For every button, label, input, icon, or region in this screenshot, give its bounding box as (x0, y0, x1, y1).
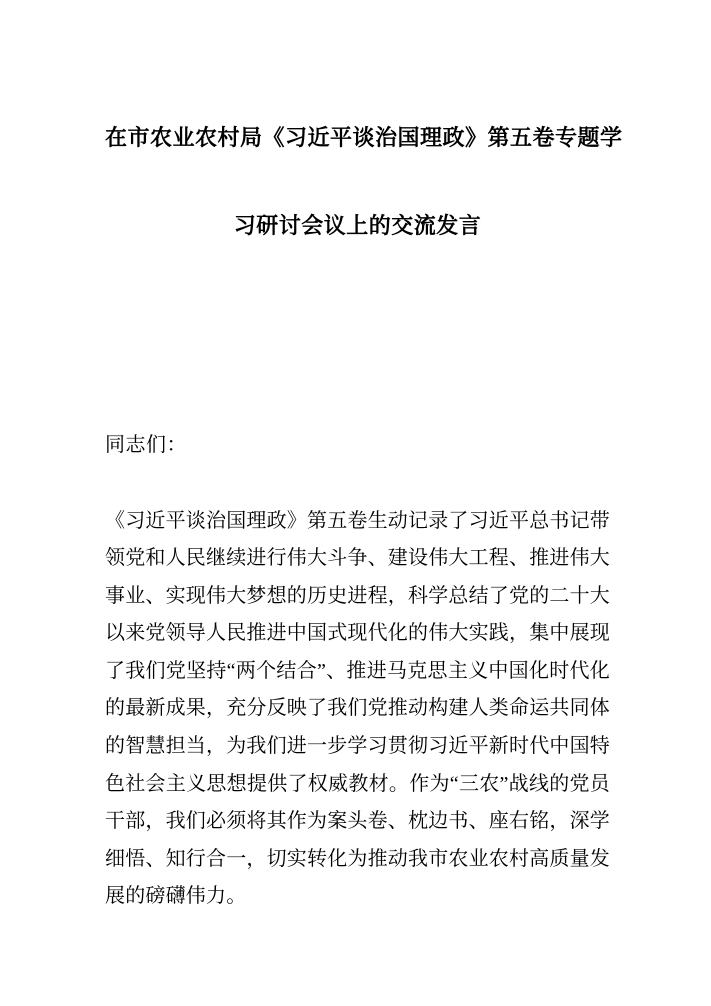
document-title-line-2: 习研讨会议上的交流发言 (233, 213, 482, 238)
body-paragraph: 《习近平谈治国理政》第五卷生动记录了习近平总书记带领党和人民继续进行伟大斗争、建设伟大工程、推进伟大事业、实现伟大梦想的历史进程，科学总结了党的二十大以来党领导人民推进中国式现代化的伟大实践，集中展现了我们党坚持“两个结合”、推进马克思主义中国化时代化的最新成果，充分反映了我们党推动构建人类命运共同体的智慧担当，为我们进一步学习贯彻习近平新时代中国特色社会主义思想提供了权威教材。作为“三农”战线的党员干部，我们必须将其作为案头卷、枕边书、座右铭，深学细悟、知行合一，切实转化为推动我市农业农村高质量发展的磅礴伟力。 (105, 509, 610, 908)
document-title-line-1: 在市农业农村局《习近平谈治国理政》第五卷专题学 (105, 125, 623, 150)
salutation: 同志们： (105, 434, 187, 456)
document-title (105, 0, 623, 270)
